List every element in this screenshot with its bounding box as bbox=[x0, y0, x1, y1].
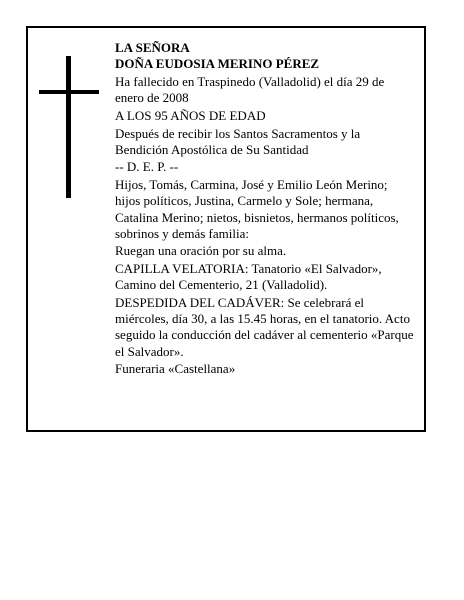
funeral-home: Funeraria «Castellana» bbox=[115, 361, 236, 377]
death-details: Ha fallecido en Traspinedo (Valladolid) el día 29 de enero de 2008 bbox=[115, 73, 385, 106]
cross-vertical-bar bbox=[66, 56, 71, 198]
cross-horizontal-bar bbox=[39, 90, 99, 94]
age-line: A LOS 95 AÑOS DE EDAD bbox=[115, 107, 266, 123]
farewell-details: DESPEDIDA DEL CADÁVER: Se celebrará el miércoles, día 30, a las 15.45 horas, en el tanatorio. Acto seguido la conducción del cadáver al cementerio «Parque el Salvador». bbox=[115, 295, 414, 359]
sacraments-line: Después de recibir los Santos Sacramentos y la Bendición Apostólica de Su Santidad bbox=[115, 125, 361, 157]
family-list: Hijos, Tomás, Carmina, José y Emilio León Merino; hijos políticos, Justina, Carmelo y Sole; hermana, Catalina Merino; nietos, bisnietos, hermanos políticos, sobrinos y demás familia: bbox=[115, 177, 399, 241]
prayer-line: Ruegan una oración por su alma. bbox=[115, 243, 287, 259]
obituary-notice bbox=[26, 26, 426, 432]
notice-title: LA SEÑORA bbox=[115, 40, 190, 55]
deceased-name: DOÑA EUDOSIA MERINO PÉREZ bbox=[115, 56, 320, 72]
chapel-details: CAPILLA VELATORIA: Tanatorio «El Salvador», Camino del Cementerio, 21 (Valladolid). bbox=[115, 261, 382, 293]
dep-line: -- D. E. P. -- bbox=[115, 159, 179, 175]
notice-text bbox=[115, 40, 415, 378]
